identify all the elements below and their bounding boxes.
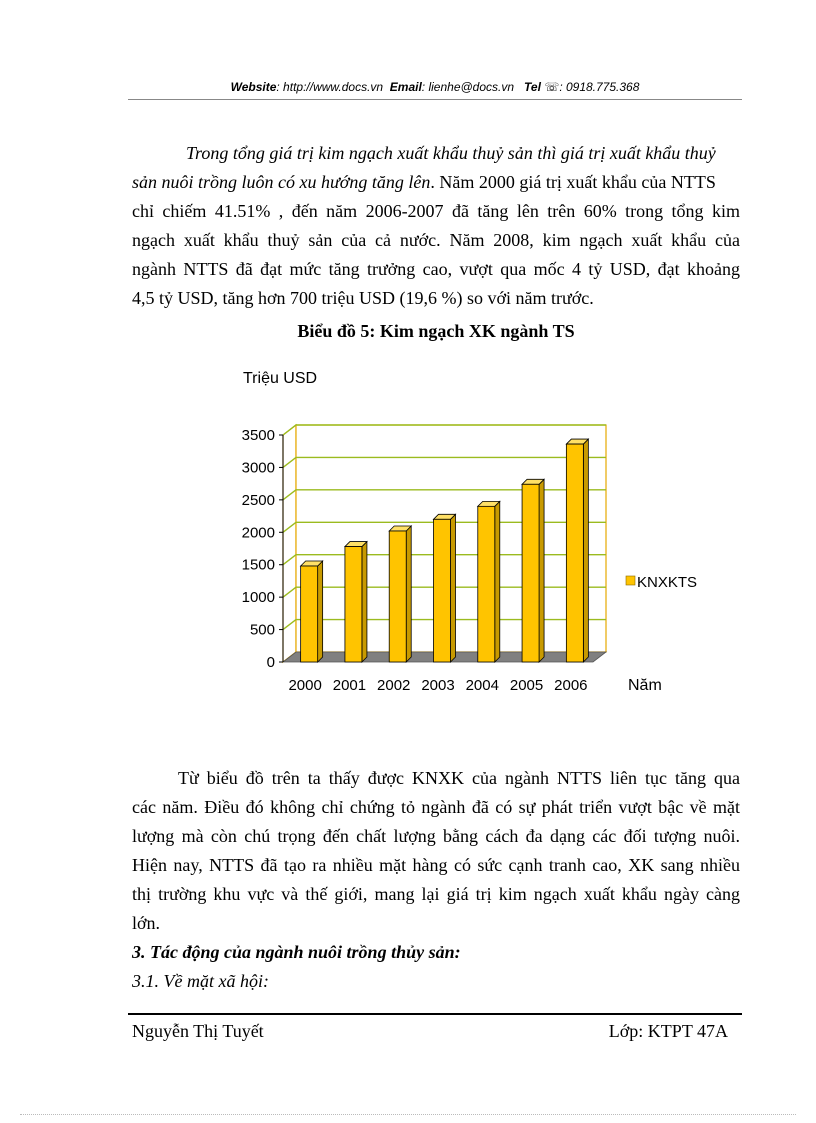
bar-front [389, 531, 406, 662]
x-tick-label: 2002 [377, 677, 411, 694]
y-tick-label: 3000 [241, 459, 275, 477]
chart-x-tick-labels [288, 677, 587, 694]
bar-front [522, 484, 539, 662]
x-tick-label: 2000 [288, 677, 322, 694]
bar-2000 [301, 561, 323, 662]
chart-side-wall [283, 425, 296, 662]
paragraph-1-line-1: Trong tổng giá trị kim ngạch xuất khẩu thuỷ sản thì giá trị xuất khẩu thuỷ [186, 143, 716, 163]
paragraph-1-line-3: chỉ chiếm 41.51% , đến năm 2006-2007 đã tăng lên trên 60% trong tổng kim [132, 201, 740, 221]
y-tick-label: 3500 [241, 427, 275, 444]
bar-2005 [522, 479, 544, 662]
paragraph-2-line-6: lớn. [132, 913, 161, 933]
bar-side [451, 514, 456, 662]
tel-label: Tel [524, 80, 541, 94]
paragraph-2 [132, 764, 740, 938]
chart-caption: Biểu đồ 5: Kim ngạch XK ngành TS [297, 321, 575, 341]
section-3-heading: 3. Tác động của ngành nuôi trồng thủy sản: [132, 942, 461, 962]
paragraph-1-line-2-rest: . Năm 2000 giá trị xuất khẩu của NTTS [430, 172, 716, 192]
paragraph-2-line-1: Từ biểu đồ trên ta thấy được KNXK của ngành NTTS liên tục tăng qua [178, 768, 740, 788]
bar-2001 [345, 542, 367, 662]
x-tick-label: 2003 [421, 677, 455, 694]
chart-y-tick-labels [242, 427, 283, 671]
email-label: Email [389, 80, 422, 94]
legend-swatch [626, 576, 635, 585]
bar-front [478, 506, 495, 662]
x-tick-label: 2005 [509, 677, 544, 694]
paragraph-2-line-4: Hiện nay, NTTS đã tạo ra nhiều mặt hàng có sức cạnh tranh cao, XK sang nhiều [132, 855, 740, 875]
bar-front [566, 444, 583, 662]
export-value-bar-chart [228, 362, 728, 702]
website-label: Website [230, 80, 277, 94]
bar-2006 [566, 439, 588, 662]
x-tick-label: 2004 [465, 677, 499, 694]
email-value[interactable]: : lienhe@docs.vn [421, 80, 515, 94]
bar-side [495, 501, 500, 662]
tel-value: : 0918.775.368 [559, 80, 640, 94]
bar-side [539, 479, 544, 662]
bar-side [406, 526, 411, 662]
footer-class: Lớp: KTPT 47A [608, 1021, 728, 1041]
paragraph-1-line-5: ngành NTTS đã đạt mức tăng trưởng cao, vượt qua mốc 4 tỷ USD, đạt khoảng [132, 259, 740, 279]
footer-divider [128, 1013, 742, 1015]
paragraph-1 [132, 139, 740, 313]
y-tick-label: 2500 [241, 491, 275, 509]
paragraph-1-line-4: ngạch xuất khẩu thuỷ sản của cả nước. Năm 2008, kim ngạch xuất khẩu của [132, 230, 740, 250]
x-tick-label: 2006 [554, 677, 588, 694]
chart-y-axis-label: Triệu USD [243, 370, 318, 387]
paragraph-2-line-2: các năm. Điều đó không chỉ chứng tỏ ngành đã có sự phát triển vượt bậc về mặt [132, 797, 740, 817]
x-tick-label: 2001 [332, 677, 367, 694]
legend-label: KNXKTS [637, 574, 698, 591]
paragraph-2-line-5: thị trường khu vực và thế giới, mang lại giá trị kim ngạch xuất khẩu ngày càng [132, 884, 740, 904]
chart-legend [626, 574, 697, 591]
page-bottom-border [20, 1114, 796, 1115]
bar-2004 [478, 501, 500, 662]
bar-front [345, 547, 362, 662]
y-tick-label: 0 [266, 654, 275, 671]
bar-side [583, 439, 588, 662]
bar-front [301, 566, 318, 662]
website-value[interactable]: : http://www.docs.vn [276, 80, 384, 94]
phone-icon: ☏ [544, 80, 560, 94]
paragraph-1-line-2 [132, 168, 740, 197]
section-3-1-heading: 3.1. Về mặt xã hội: [132, 971, 269, 991]
footer-author: Nguyễn Thị Tuyết [132, 1021, 264, 1041]
paragraph-1-line-6: 4,5 tỷ USD, tăng hơn 700 triệu USD (19,6 %) so với năm trước. [132, 288, 594, 308]
paragraph-1-line-2-italic: sản nuôi trồng luôn có xu hướng tăng lên [132, 172, 431, 192]
chart-x-axis-label: Năm [628, 677, 662, 694]
y-tick-label: 1500 [241, 556, 275, 574]
page-header [128, 80, 742, 94]
bar-side [318, 561, 323, 662]
bar-front [434, 519, 451, 662]
bar-2002 [389, 526, 411, 662]
y-tick-label: 500 [249, 621, 275, 639]
paragraph-2-line-3: lượng mà còn chú trọng đến chất lượng bằng cách đa dạng các đối tượng nuôi. [132, 826, 740, 846]
header-divider [128, 99, 742, 100]
y-tick-label: 1000 [241, 589, 275, 607]
bar-2003 [434, 514, 456, 662]
y-tick-label: 2000 [241, 524, 275, 542]
bar-side [362, 542, 367, 662]
